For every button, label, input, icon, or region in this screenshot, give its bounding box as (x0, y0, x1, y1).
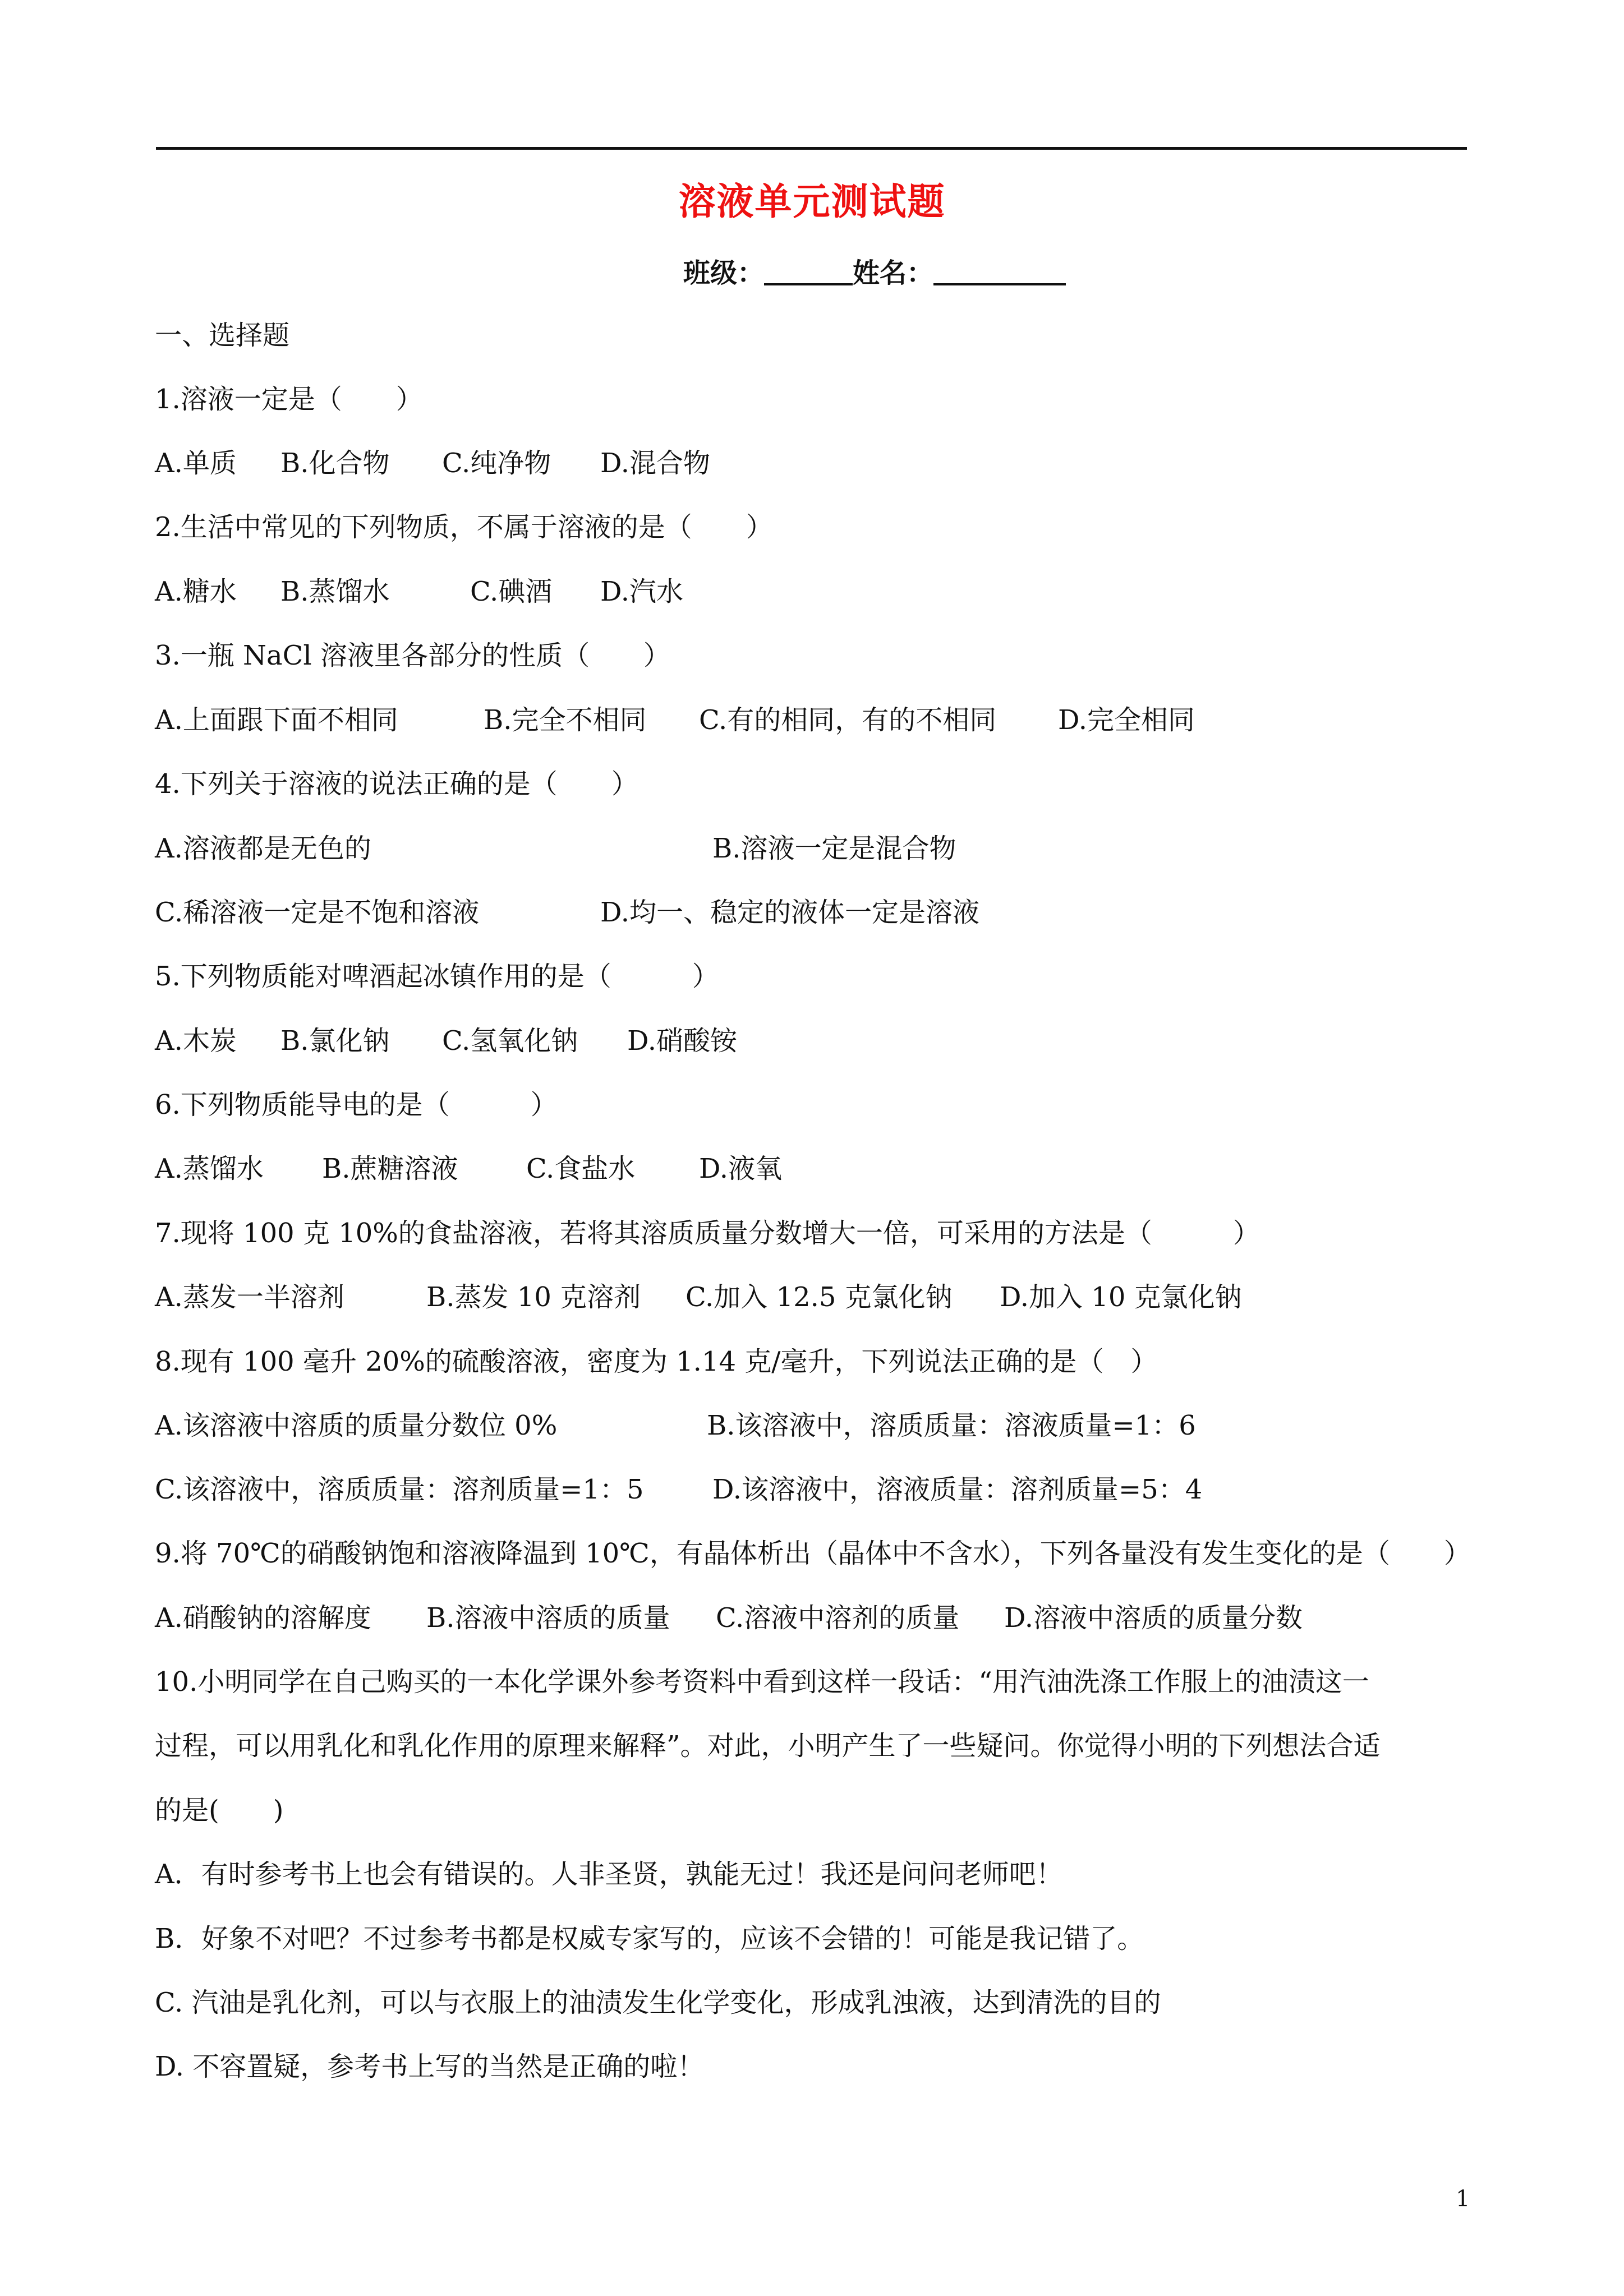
page-title: 溶液单元测试题 (678, 179, 946, 223)
q2-option-b: B.蒸馏水 (280, 576, 390, 607)
q7-option-d: D.加入 10 克氯化钠 (1000, 1281, 1242, 1313)
q10-option-d: D. 不容置疑，参考书上写的当然是正确的啦！ (155, 2051, 705, 2082)
q4-option-d: D.均一、稳定的液体一定是溶液 (600, 897, 980, 928)
question-4-stem: 4.下列关于溶液的说法正确的是（ ） (155, 768, 638, 800)
class-label: 班级： (683, 257, 765, 289)
q7-option-b: B.蒸发 10 克溶剂 (426, 1281, 641, 1313)
question-9-stem: 9.将 70℃的硝酸钠饱和溶液降温到 10℃，有晶体析出（晶体中不含水），下列各量没有发生变化的是（ ） (155, 1538, 1471, 1569)
q2-option-d: D.汽水 (600, 576, 684, 607)
q6-option-a: A.蒸馏水 (155, 1153, 264, 1184)
q8-option-c: C.该溶液中，溶质质量：溶剂质量=1：5 (155, 1474, 644, 1505)
q1-option-b: B.化合物 (280, 448, 390, 479)
q3-option-a: A.上面跟下面不相同 (155, 704, 398, 736)
name-label: 姓名： (853, 257, 934, 289)
question-7-stem: 7.现将 100 克 10%的食盐溶液，若将其溶质质量分数增大一倍，可采用的方法是（ ） (155, 1218, 1260, 1249)
q1-option-c: C.纯净物 (442, 448, 551, 479)
question-2-stem: 2.生活中常见的下列物质，不属于溶液的是（ ） (155, 511, 773, 543)
q9-option-b: B.溶液中溶质的质量 (426, 1602, 670, 1634)
q10-option-a: A．有时参考书上也会有错误的。人非圣贤，孰能无过！我还是问问老师吧！ (155, 1859, 1063, 1890)
q7-option-c: C.加入 12.5 克氯化钠 (686, 1281, 953, 1313)
question-6-stem: 6.下列物质能导电的是（ ） (155, 1089, 558, 1121)
q7-option-a: A.蒸发一半溶剂 (155, 1281, 344, 1313)
q3-option-b: B.完全不相同 (484, 704, 647, 736)
question-10-stem-line-3: 的是( ) (155, 1795, 284, 1826)
q8-option-d: D.该溶液中，溶液质量：溶剂质量=5：4 (712, 1474, 1203, 1505)
q4-option-c: C.稀溶液一定是不饱和溶液 (155, 897, 480, 928)
question-10-stem-line-2: 过程，可以用乳化和乳化作用的原理来解释”。对此，小明产生了一些疑问。你觉得小明的下列想法合适 (155, 1730, 1381, 1762)
q1-option-d: D.混合物 (600, 448, 711, 479)
q10-option-c: C. 汽油是乳化剂，可以与衣服上的油渍发生化学变化，形成乳浊液，达到清洗的目的 (155, 1987, 1161, 2018)
q9-option-a: A.硝酸钠的溶解度 (155, 1602, 371, 1634)
q5-option-c: C.氢氧化钠 (442, 1025, 578, 1057)
q9-option-c: C.溶液中溶剂的质量 (716, 1602, 960, 1634)
q4-option-b: B.溶液一定是混合物 (712, 833, 956, 864)
question-10-stem-line-1: 10.小明同学在自己购买的一本化学课外参考资料中看到这样一段话：“用汽油洗涤工作服上的油渍这一 (155, 1666, 1369, 1698)
q5-option-a: A.木炭 (155, 1025, 237, 1057)
q5-option-b: B.氯化钠 (280, 1025, 390, 1057)
header-rule (156, 147, 1467, 150)
q5-option-d: D.硝酸铵 (627, 1025, 738, 1057)
question-3-stem: 3.一瓶 NaCl 溶液里各部分的性质（ ） (155, 640, 671, 671)
q8-option-a: A.该溶液中溶质的质量分数位 0% (155, 1410, 558, 1441)
q3-option-d: D.完全相同 (1058, 704, 1195, 736)
q9-option-d: D.溶液中溶质的质量分数 (1004, 1602, 1303, 1634)
class-name-line (683, 251, 1066, 290)
question-1-stem: 1.溶液一定是（ ） (155, 384, 423, 415)
q6-option-d: D.液氧 (699, 1153, 783, 1184)
class-blank[interactable] (764, 257, 853, 285)
page-number: 1 (1456, 2186, 1470, 2212)
q3-option-c: C.有的相同，有的不相同 (699, 704, 997, 736)
q6-option-b: B.蔗糖溶液 (322, 1153, 458, 1184)
q1-option-a: A.单质 (155, 448, 237, 479)
name-blank[interactable] (933, 257, 1066, 285)
question-8-stem: 8.现有 100 毫升 20%的硫酸溶液，密度为 1.14 克/毫升，下列说法正确的是（ ） (155, 1346, 1158, 1377)
section-heading: 一、选择题 (155, 320, 290, 351)
q10-option-b: B．好象不对吧？不过参考书都是权威专家写的，应该不会错的！可能是我记错了。 (155, 1923, 1144, 1954)
q8-option-b: B.该溶液中，溶质质量：溶液质量=1：6 (707, 1410, 1196, 1441)
q4-option-a: A.溶液都是无色的 (155, 833, 371, 864)
q2-option-a: A.糖水 (155, 576, 237, 607)
q6-option-c: C.食盐水 (526, 1153, 636, 1184)
q2-option-c: C.碘酒 (470, 576, 553, 607)
question-5-stem: 5.下列物质能对啤酒起冰镇作用的是（ ） (155, 961, 719, 992)
